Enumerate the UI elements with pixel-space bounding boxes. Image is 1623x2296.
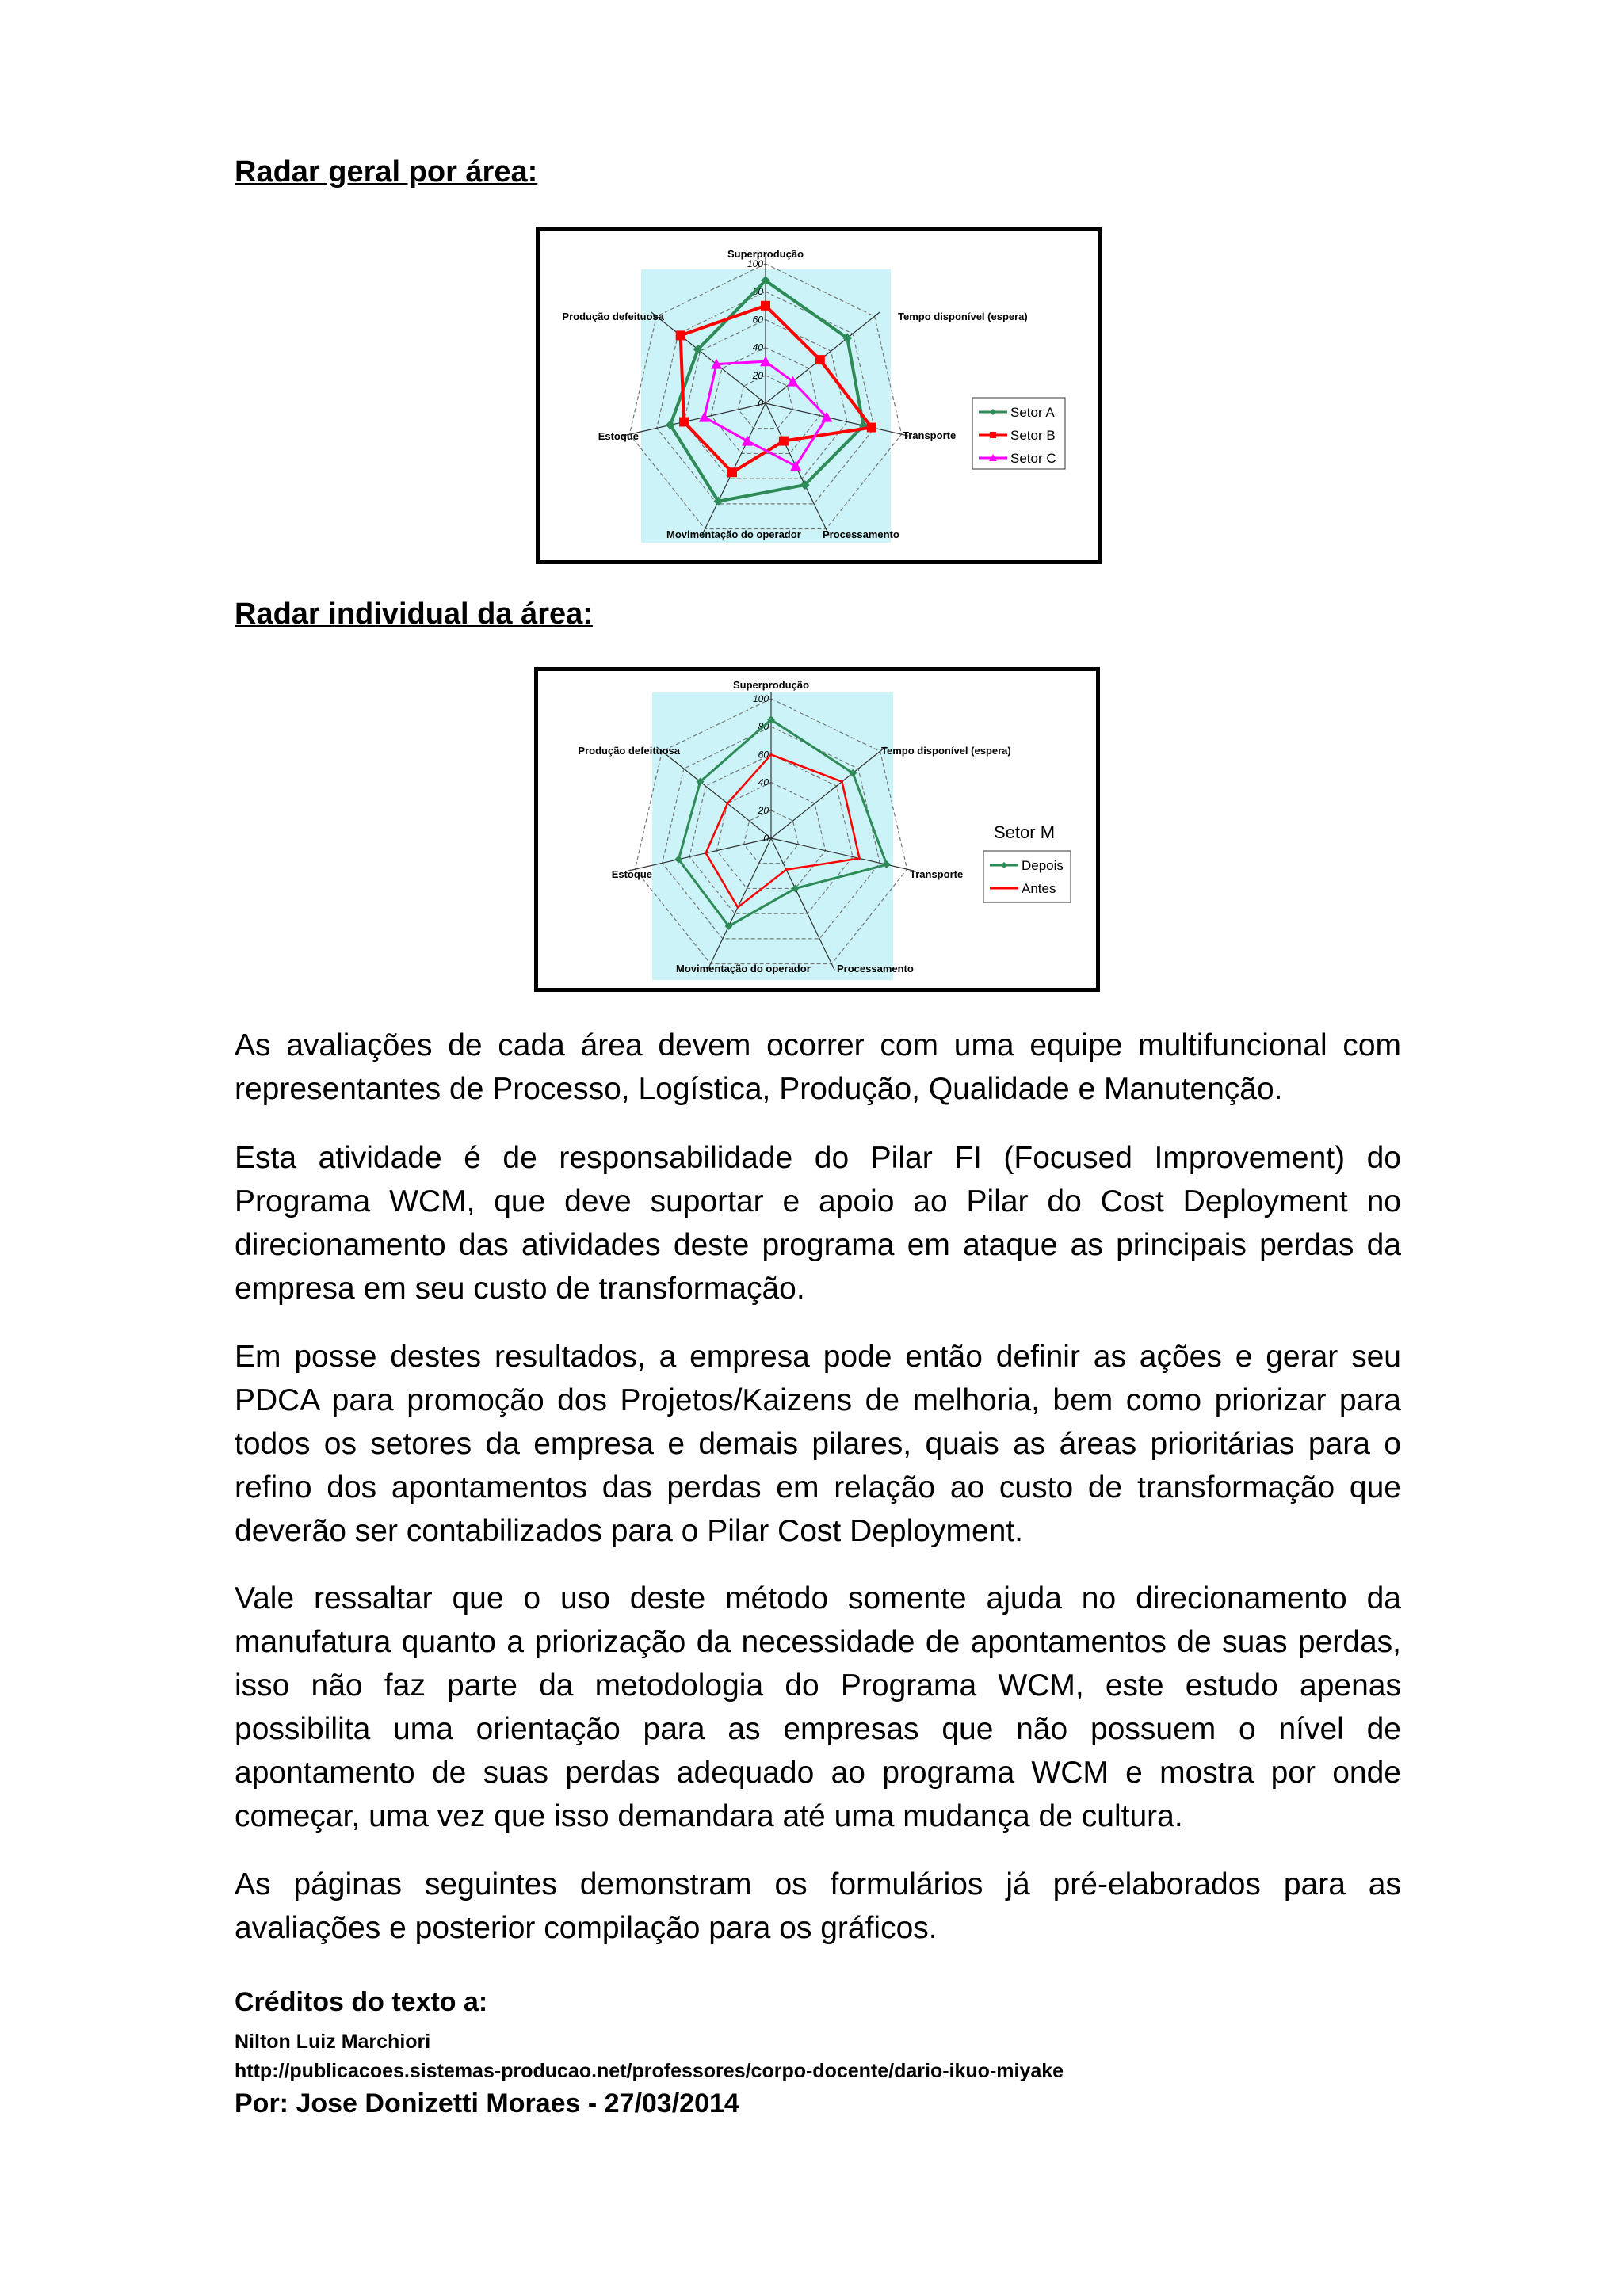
data-point <box>679 417 689 426</box>
axis-label: Superprodução <box>732 679 810 691</box>
section-heading-radar-individual: Radar individual da área: <box>235 597 593 631</box>
axis-label: Produção defeituosa <box>578 745 680 757</box>
axis-label: Estoque <box>598 430 639 442</box>
radial-tick-label: 60 <box>752 314 763 326</box>
legend-marker <box>990 432 996 438</box>
legend-label: Setor A <box>1010 405 1055 420</box>
axis-label: Produção defeituosa <box>562 311 664 322</box>
paragraph-4: Vale ressaltar que o uso deste método somente ajuda no direcionamento da manufatura quanto a priorização da necessidade de apontamentos de suas perdas, isso não faz parte da metodologia do Programa WCM, este estudo apenas possibilita uma orientação para as empresas que não possuem o nível de apontamento de suas perdas adequado ao programa WCM e mostra por onde começar, uma vez que isso demandara até uma mudança de cultura. <box>235 1581 1401 1833</box>
radial-tick-label: 40 <box>758 776 769 788</box>
plot-background <box>652 692 893 980</box>
axis-label: Movimentação do operador <box>676 963 811 974</box>
paragraph-2: Esta atividade é de responsabilidade do Pilar FI (Focused Improvement) do Programa WCM, que deve suportar e apoio ao Pilar do Cost Deployment no direcionamento das atividades deste programa em ataque as principais perdas da empresa em seu custo de transformação. <box>235 1141 1401 1306</box>
axis-label: Estoque <box>611 868 652 880</box>
radar-chart-geral-svg <box>540 231 1098 560</box>
data-point <box>726 803 728 805</box>
section-heading-radar-geral: Radar geral por área: <box>235 155 538 189</box>
byline: Por: Jose Donizetti Moraes - 27/03/2014 <box>235 2088 739 2119</box>
axis-label: Transporte <box>903 429 957 441</box>
axis-label: Processamento <box>837 963 914 974</box>
data-point <box>727 467 737 477</box>
axis-label: Tempo disponível (espera) <box>881 745 1011 757</box>
radar-chart-individual-svg <box>538 671 1096 988</box>
radial-tick-label: 20 <box>752 369 763 381</box>
axis-label: Superprodução <box>727 248 804 260</box>
data-point <box>858 857 861 860</box>
axis-label: Movimentação do operador <box>666 528 801 540</box>
radial-tick-label: 80 <box>752 286 763 298</box>
chart-title: Setor M <box>994 822 1056 842</box>
credits-title: Créditos do texto a: <box>235 1987 488 2017</box>
legend-label: Setor B <box>1010 428 1056 443</box>
axis-label: Tempo disponível (espera) <box>898 311 1028 322</box>
radial-tick-label: 60 <box>758 749 769 761</box>
radial-tick-label: 0 <box>758 398 763 409</box>
radial-tick-label: 100 <box>747 258 763 269</box>
radial-tick-label: 40 <box>752 341 763 353</box>
data-point <box>761 301 770 311</box>
axis-label: Processamento <box>823 528 899 540</box>
data-point <box>770 753 773 756</box>
axis-label: Transporte <box>910 868 964 880</box>
data-point <box>705 852 707 854</box>
data-point <box>676 330 685 340</box>
data-point <box>867 423 876 433</box>
data-point <box>841 780 843 783</box>
paragraph-1: As avaliações de cada área devem ocorrer com uma equipe multifuncional com representantes de Processo, Logística, Produção, Qualidade e Manutenção. <box>235 1028 1401 1106</box>
radial-tick-label: 100 <box>752 693 769 704</box>
radial-tick-label: 80 <box>758 721 769 733</box>
legend-label: Depois <box>1022 858 1064 873</box>
radar-chart-geral <box>536 227 1102 564</box>
legend-label: Antes <box>1022 881 1056 896</box>
data-point <box>815 355 825 364</box>
paragraph-5: As páginas seguintes demonstram os formulários já pré-elaborados para as avaliações e posterior compilação para os gráficos. <box>235 1867 1401 1945</box>
radial-tick-label: 20 <box>758 804 769 816</box>
credits-author: Nilton Luiz Marchiori <box>235 2031 431 2053</box>
radar-chart-individual <box>534 667 1100 992</box>
data-point <box>737 906 739 909</box>
data-point <box>779 437 789 446</box>
credits-url: http://publicacoes.sistemas-producao.net/professores/corpo-docente/dario-ikuo-miyake <box>235 2060 1064 2082</box>
radial-tick-label: 0 <box>763 833 769 844</box>
paragraph-3: Em posse destes resultados, a empresa pode então definir as ações e gerar seu PDCA para promoção dos Projetos/Kaizens de melhoria, bem como priorizar para todos os setores da empresa e demais pilares, quais as áreas prioritárias para o refino dos apontamentos das perdas em relação ao custo de transformação que deverão ser contabilizados para o Pilar Cost Deployment. <box>235 1340 1401 1548</box>
data-point <box>785 868 788 871</box>
legend-label: Setor C <box>1010 451 1056 466</box>
